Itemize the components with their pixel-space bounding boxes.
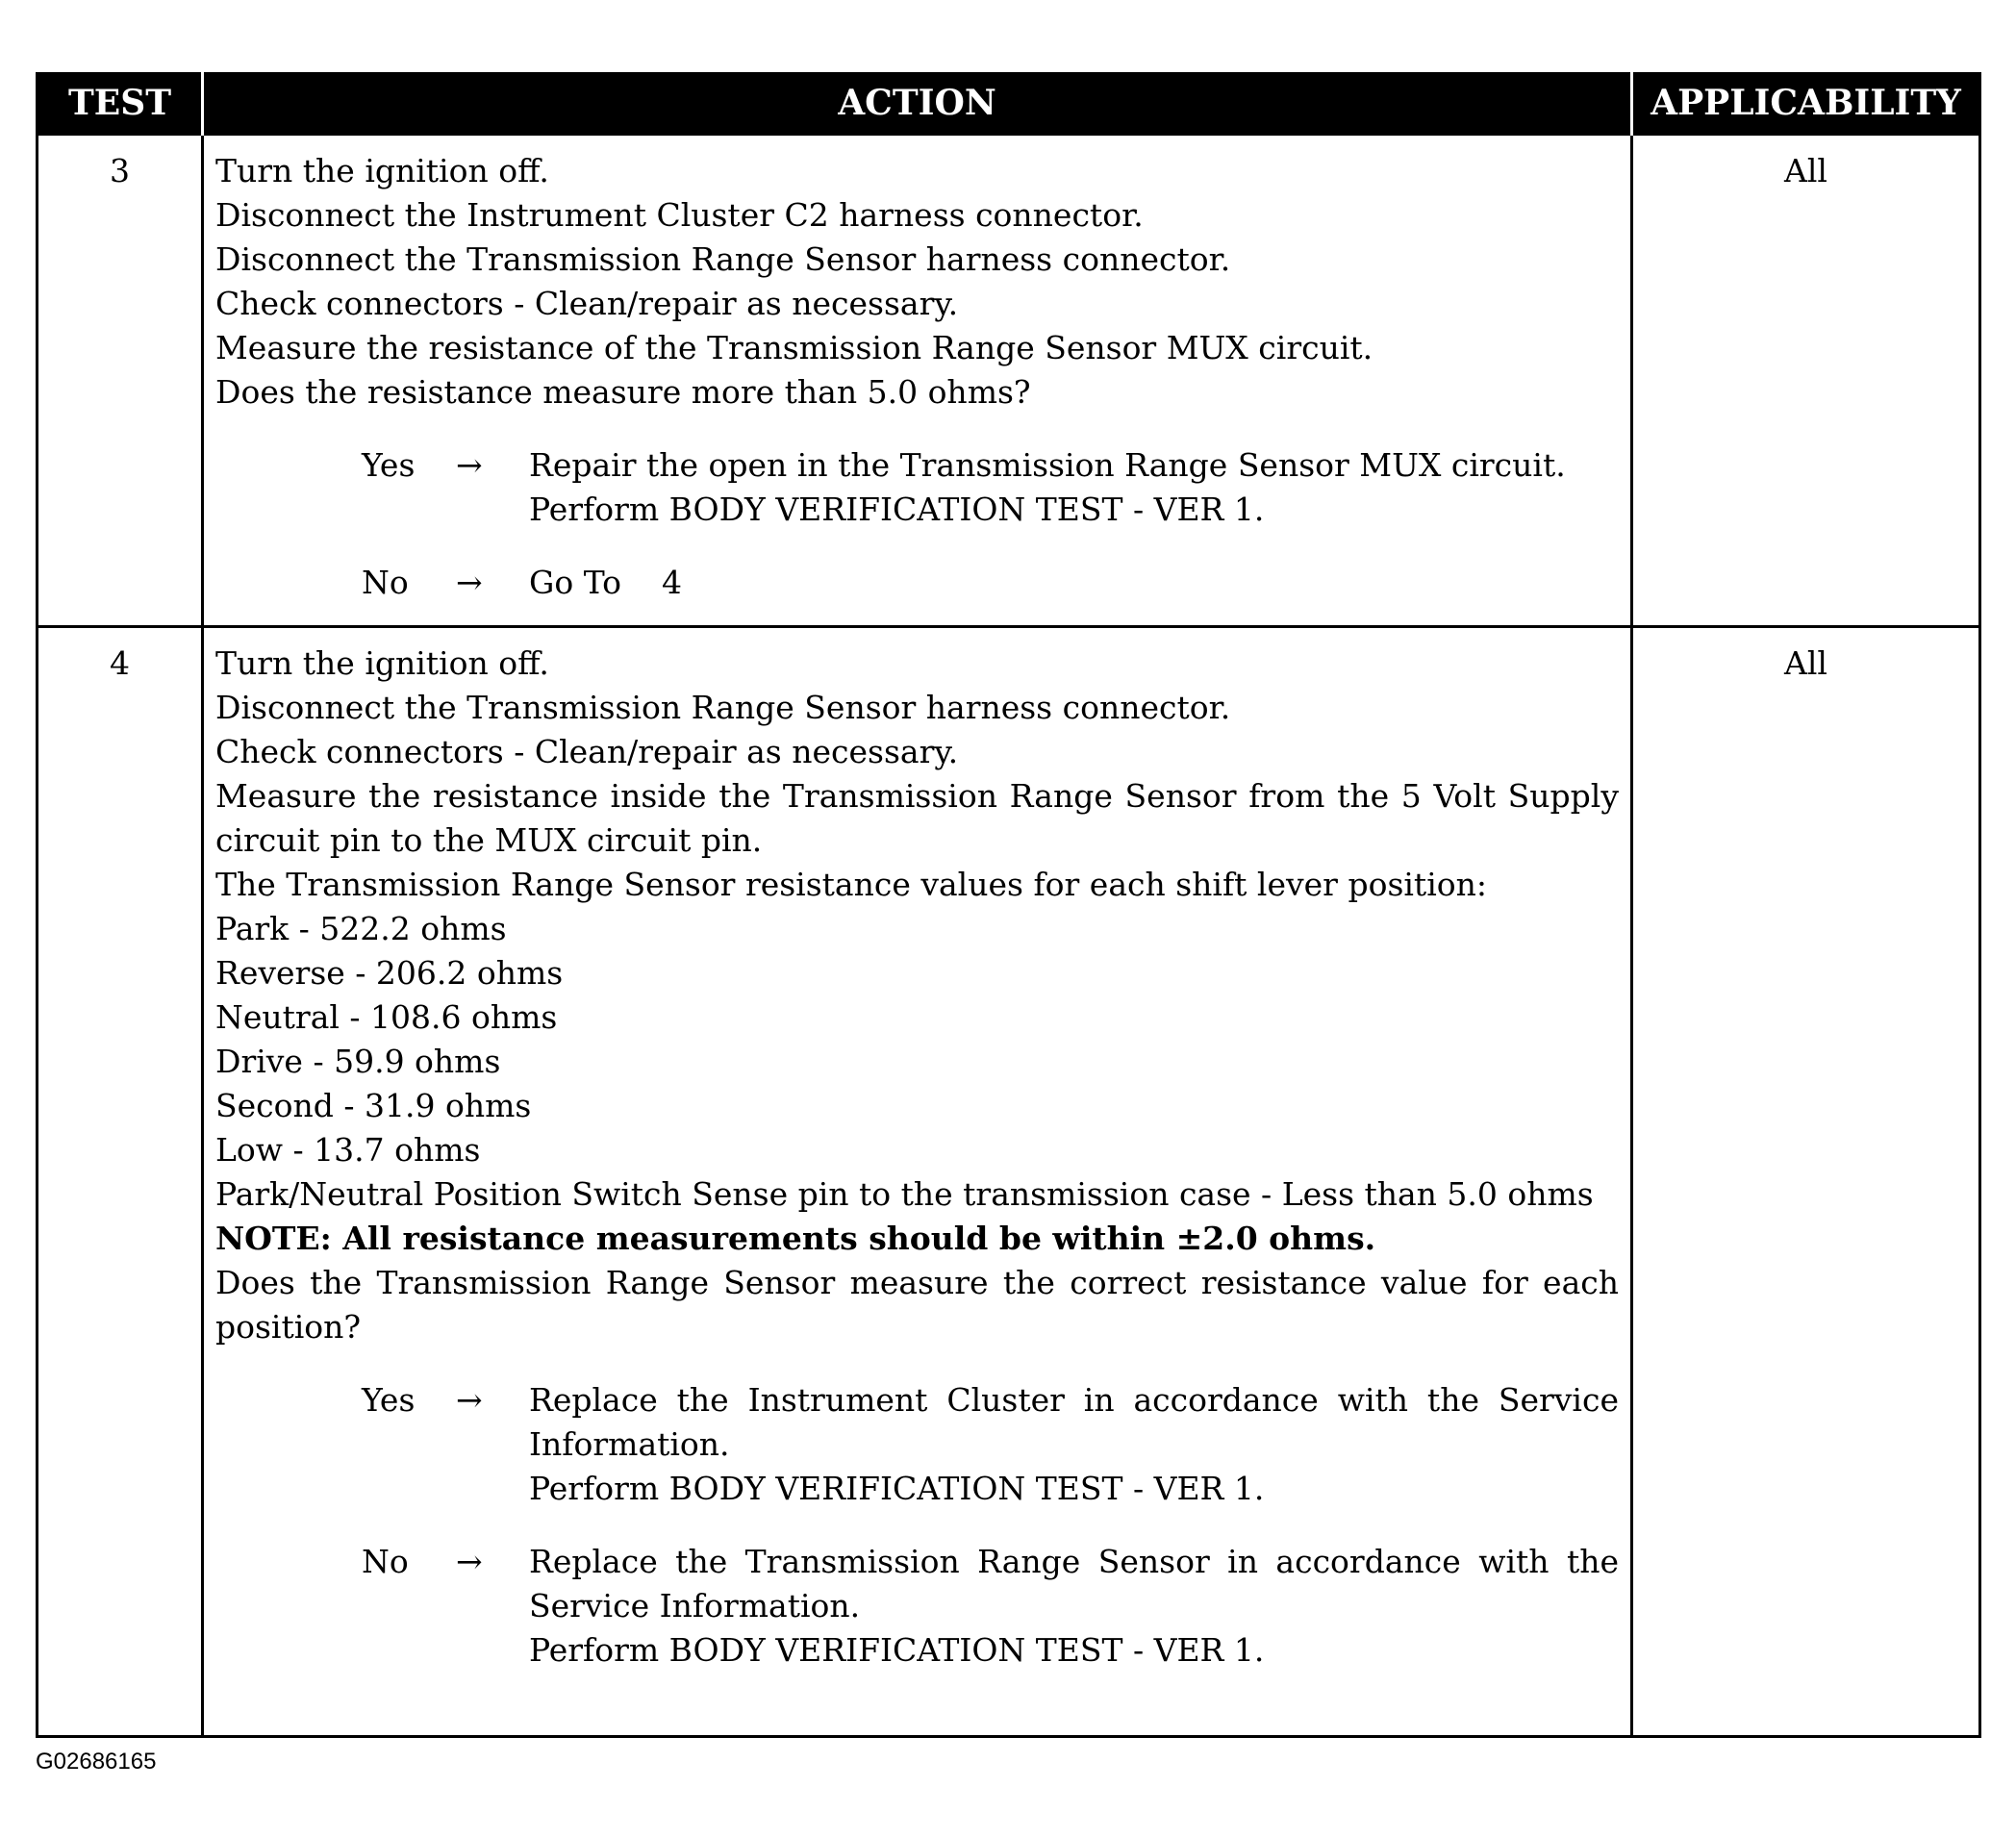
result-line: Perform BODY VERIFICATION TEST - VER 1. (529, 1470, 1265, 1507)
table-row-test-4 (38, 627, 1980, 1737)
header-action: ACTION (203, 72, 1632, 135)
yes-label: Yes (362, 446, 416, 484)
action-line: Measure the resistance of the Transmission Range Sensor MUX circuit. (215, 329, 1373, 366)
table-header-row (38, 72, 1980, 135)
arrow-icon: → (456, 1381, 483, 1419)
resistance-value: Park - 522.2 ohms (215, 910, 507, 947)
applicability-cell: All (1632, 135, 1980, 627)
test-number: 3 (38, 135, 203, 627)
result-line: Perform BODY VERIFICATION TEST - VER 1. (529, 491, 1265, 528)
arrow-icon: → (456, 446, 483, 484)
no-label: No (362, 564, 409, 601)
header-test: TEST (38, 72, 203, 135)
diagnostic-table (36, 72, 1981, 1738)
result-line: Replace the Transmission Range Sensor in accordance with the Service Information. (529, 1543, 1619, 1624)
resistance-value: Second - 31.9 ohms (215, 1087, 532, 1124)
applicability-cell: All (1632, 627, 1980, 1737)
action-line: Disconnect the Instrument Cluster C2 harness connector. (215, 196, 1144, 234)
note-text: NOTE: All resistance measurements should be within ±2.0 ohms. (215, 1220, 1376, 1257)
action-line: Turn the ignition off. (215, 644, 549, 682)
action-line: Does the resistance measure more than 5.0 ohms? (215, 373, 1031, 411)
resistance-value: Drive - 59.9 ohms (215, 1043, 501, 1080)
yes-label: Yes (362, 1381, 416, 1419)
no-branch (362, 561, 1619, 605)
action-line: Check connectors - Clean/repair as necessary. (215, 733, 959, 770)
resistance-value: Low - 13.7 ohms (215, 1131, 481, 1169)
yes-branch (362, 443, 1619, 532)
question-text: Does the Transmission Range Sensor measure the correct resistance value for each position? (215, 1264, 1619, 1346)
action-line: Disconnect the Transmission Range Sensor harness connector. (215, 689, 1231, 726)
header-applicability: APPLICABILITY (1632, 72, 1980, 135)
figure-id: G02686165 (36, 1749, 157, 1775)
yes-branch (362, 1378, 1619, 1511)
resistance-value: Neutral - 108.6 ohms (215, 998, 558, 1036)
result-line: Perform BODY VERIFICATION TEST - VER 1. (529, 1631, 1265, 1669)
action-cell (203, 135, 1632, 627)
result-line: Replace the Instrument Cluster in accordance with the Service Information. (529, 1381, 1619, 1463)
action-line: Park/Neutral Position Switch Sense pin to the transmission case - Less than 5.0 ohms (215, 1175, 1594, 1213)
action-line: Disconnect the Transmission Range Sensor harness connector. (215, 240, 1231, 278)
action-line: Measure the resistance inside the Transmission Range Sensor from the 5 Volt Supply circuit pin to the MUX circuit pin. (215, 777, 1619, 859)
arrow-icon: → (456, 1543, 483, 1580)
resistance-value: Reverse - 206.2 ohms (215, 954, 564, 992)
action-cell (203, 627, 1632, 1737)
no-result (529, 1540, 1619, 1673)
action-line: The Transmission Range Sensor resistance values for each shift lever position: (215, 866, 1487, 903)
yes-result (529, 443, 1619, 532)
table-row-test-3 (38, 135, 1980, 627)
action-line: Turn the ignition off. (215, 152, 549, 189)
test-number: 4 (38, 627, 203, 1737)
no-result (529, 561, 1619, 605)
arrow-icon: → (456, 564, 483, 601)
action-line: Check connectors - Clean/repair as necessary. (215, 285, 959, 322)
goto-link[interactable]: Go To 4 (529, 564, 682, 601)
diagnostic-page (36, 72, 1978, 1738)
yes-result (529, 1378, 1619, 1511)
no-branch (362, 1540, 1619, 1673)
result-line: Repair the open in the Transmission Range Sensor MUX circuit. (529, 446, 1566, 484)
no-label: No (362, 1543, 409, 1580)
